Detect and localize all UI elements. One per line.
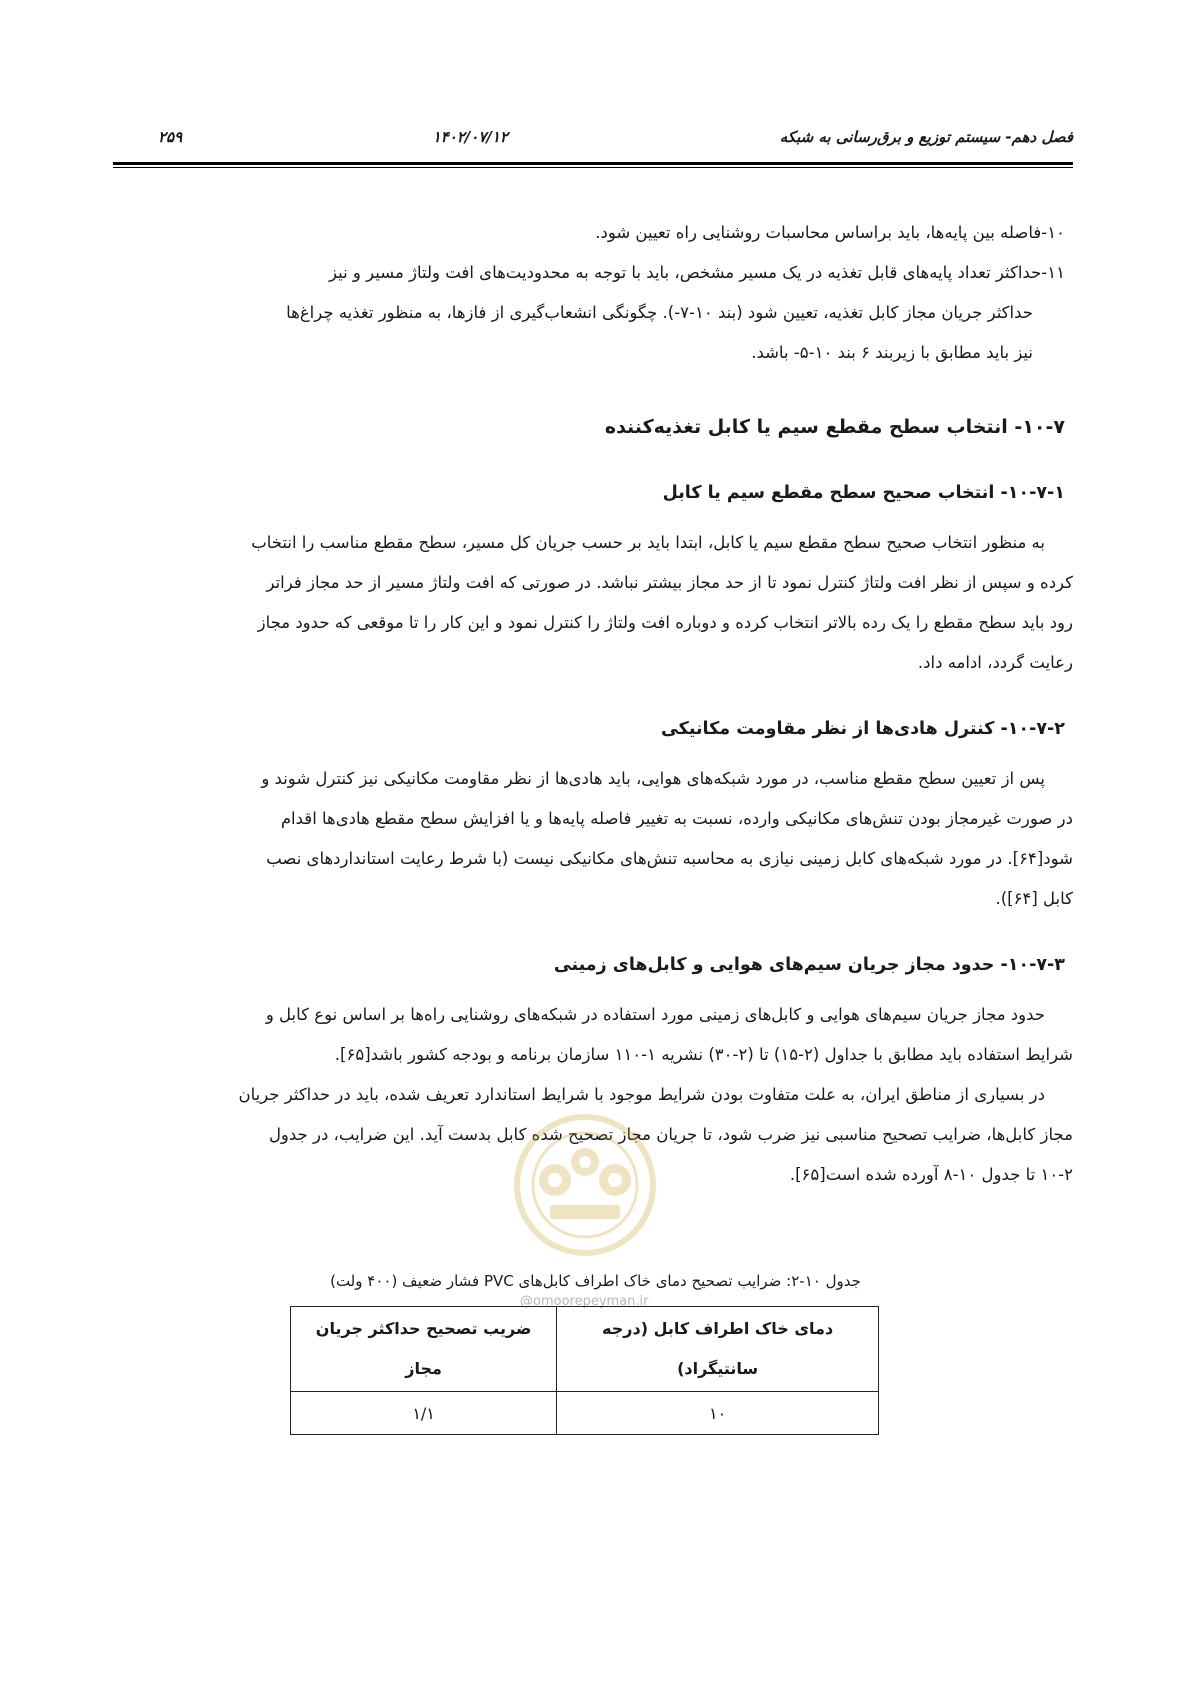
paragraph-line: در صورت غیرمجاز بودن تنش‌های مکانیکی وارده، نسبت به تغییر فاصله پایه‌ها و یا افزایش سطح مقطع هادی‌ها اقدام bbox=[280, 809, 1073, 828]
paragraph-line: به منظور انتخاب صحیح سطح مقطع سیم یا کابل، ابتدا باید بر حسب جریان کل مسیر، سطح مقطع مناسب را انتخاب bbox=[251, 533, 1045, 552]
list-number: ۱۱- bbox=[1041, 263, 1065, 282]
list-item-10 bbox=[118, 213, 1073, 253]
list-text: حداکثر تعداد پایه‌های قابل تغذیه در یک مسیر مشخص، باید با توجه به محدودیت‌های افت ولتاژ مسیر و نیز bbox=[329, 263, 1042, 282]
paragraph-line: رعایت گردد، ادامه داد. bbox=[917, 653, 1073, 672]
subsection-heading-1: ۱۰-۷-۱- انتخاب صحیح سطح مقطع سیم یا کابل bbox=[662, 483, 1065, 503]
page-header bbox=[113, 128, 1073, 158]
paragraph bbox=[118, 995, 1073, 1075]
paragraph-line: ۱۰-۲ تا جدول ۱۰-۸ آورده شده است[۶۵]. bbox=[789, 1165, 1073, 1184]
table-row bbox=[291, 1392, 879, 1435]
table-header-factor: ضریب تصحیح حداکثر جریان مجاز bbox=[291, 1307, 557, 1392]
subsection-heading-3: ۱۰-۷-۳- حدود مجاز جریان سیم‌های هوایی و کابل‌های زمینی bbox=[553, 955, 1065, 975]
list-text: فاصله بین پایه‌ها، باید براساس محاسبات روشنایی راه تعیین شود. bbox=[595, 223, 1042, 242]
section-heading: ۱۰-۷- انتخاب سطح مقطع سیم یا کابل تغذیه‌کننده bbox=[604, 416, 1065, 438]
paragraph-line: حدود مجاز جریان سیم‌های هوایی و کابل‌های زمینی مورد استفاده در شبکه‌های روشنایی راه‌ها بر اساس نوع کابل و bbox=[265, 1005, 1045, 1024]
paragraph-line: پس از تعیین سطح مقطع مناسب، در مورد شبکه‌های هوایی، باید هادی‌ها از نظر مقاومت مکانیکی نیز کنترل شوند و bbox=[261, 769, 1045, 788]
table-header-temperature: دمای خاک اطراف کابل (درجه سانتیگراد) bbox=[557, 1307, 879, 1392]
table-header-row bbox=[291, 1307, 879, 1392]
watermark-text: @omoorepeyman.ir bbox=[520, 1294, 649, 1309]
header-date: ۱۴۰۲/۰۷/۱۲ bbox=[432, 128, 508, 146]
table-caption: جدول ۱۰-۲: ضرایب تصحیح دمای خاک اطراف کابل‌های PVC فشار ضعیف (۴۰۰ ولت) bbox=[330, 1272, 861, 1290]
paragraph-line: شرایط استفاده باید مطابق با جداول (۲-۱۵) تا (۲-۳۰) نشریه ۱-۱۱۰ سازمان برنامه و بودجه کشور باشد[۶۵]. bbox=[334, 1045, 1073, 1064]
page-number: ۲۵۹ bbox=[158, 128, 183, 146]
paragraph-line: کابل [۶۴]). bbox=[995, 889, 1073, 908]
paragraph-line: در بسیاری از مناطق ایران، به علت متفاوت بودن شرایط موجود با شرایط استاندارد تعریف شده، باید در حداکثر جریان bbox=[238, 1085, 1045, 1104]
correction-factor-table bbox=[290, 1306, 879, 1435]
main-content bbox=[118, 213, 1073, 1195]
list-text-continued: نیز باید مطابق با زیربند ۶ بند ۱۰-۵- باشد. bbox=[751, 343, 1033, 362]
table-cell-factor: ۱/۱ bbox=[291, 1392, 557, 1435]
list-item-11 bbox=[118, 253, 1073, 373]
paragraph bbox=[118, 523, 1073, 683]
paragraph bbox=[118, 759, 1073, 919]
watermark-logo-icon bbox=[510, 1110, 660, 1260]
table-cell-temperature: ۱۰ bbox=[557, 1392, 879, 1435]
paragraph-line: رود باید سطح مقطع را یک رده بالاتر انتخاب کرده و دوباره افت ولتاژ را کنترل نمود و این کار را تا موقعی که حدود مجاز bbox=[257, 613, 1073, 632]
paragraph-line: شود[۶۴]. در مورد شبکه‌های کابل زمینی نیازی به محاسبه تنش‌های مکانیکی نیست (با شرط رعایت استانداردهای نصب bbox=[266, 849, 1073, 868]
list-text-continued: حداکثر جریان مجاز کابل تغذیه، تعیین شود (بند ۱۰-۷-). چگونگی انشعاب‌گیری از فازها، به منظور تغذیه چراغ‌ها bbox=[286, 303, 1033, 322]
subsection-heading-2: ۱۰-۷-۲- کنترل هادی‌ها از نظر مقاومت مکانیکی bbox=[660, 719, 1065, 739]
chapter-title: فصل دهم- سیستم توزیع و برق‌رسانی به شبکه bbox=[779, 128, 1073, 146]
list-number: ۱۰- bbox=[1041, 223, 1065, 242]
header-rule bbox=[113, 162, 1073, 168]
paragraph-line: کرده و سپس از نظر افت ولتاژ کنترل نمود تا از حد مجاز بیشتر نباشد. در صورتی که افت ولتاژ مسیر از حد مجاز فراتر bbox=[266, 573, 1073, 592]
paragraph-line: مجاز کابل‌ها، ضرایب تصحیح مناسبی نیز ضرب شود، تا جریان مجاز تصحیح شده کابل بدست آید. این ضرایب، در جدول bbox=[268, 1125, 1073, 1144]
